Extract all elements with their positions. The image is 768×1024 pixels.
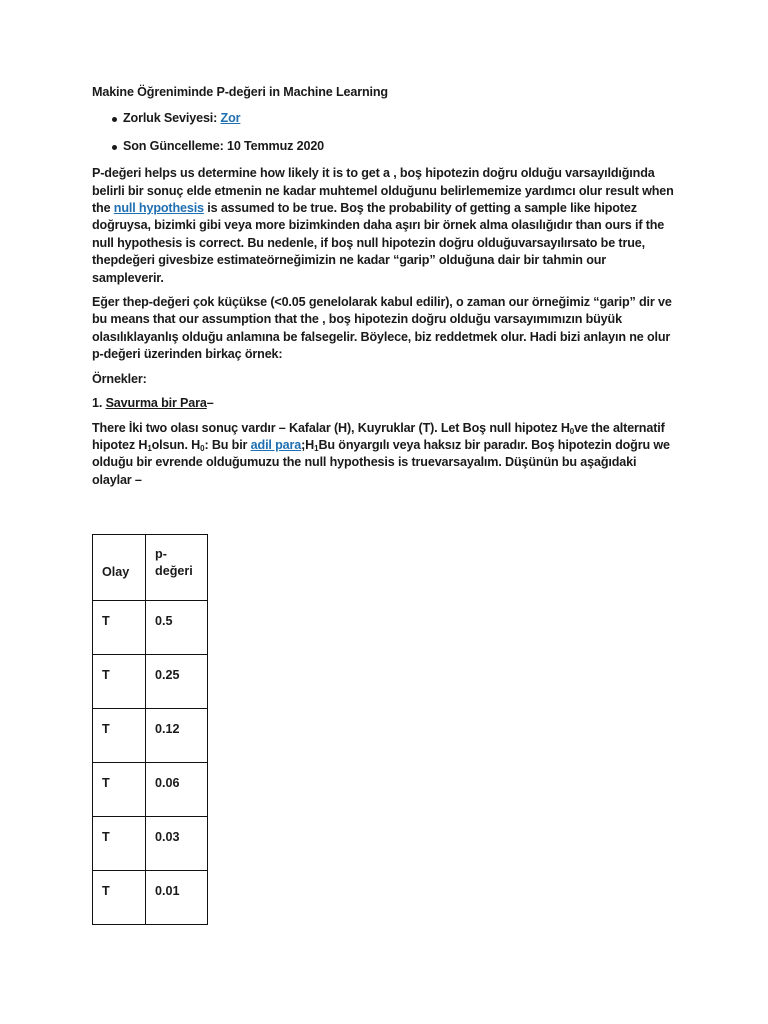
fair-coin-link[interactable]: adil para <box>250 437 302 452</box>
paragraph-coin <box>92 420 678 490</box>
subscript: 1 <box>147 443 152 453</box>
table-row <box>93 871 208 925</box>
pvalue-cell: 0.12 <box>146 709 208 763</box>
bullet-icon <box>112 145 117 150</box>
difficulty-link[interactable]: Zor <box>220 111 241 126</box>
null-hypothesis-link[interactable]: null hypothesis <box>113 201 204 216</box>
event-cell: T <box>93 763 146 817</box>
pvalue-cell: 0.25 <box>146 655 208 709</box>
subscript: 0 <box>200 443 205 453</box>
updated-item <box>92 138 678 155</box>
updated-date: Son Güncelleme: 10 Temmuz 2020 <box>123 138 325 153</box>
table-header-row <box>93 535 208 601</box>
difficulty-item <box>92 110 678 127</box>
table-row <box>93 601 208 655</box>
coin-text-3: olsun. H <box>151 437 201 452</box>
table-row <box>93 655 208 709</box>
subscript: 1 <box>314 443 319 453</box>
document-title: Makine Öğreniminde P-değeri in Machine Learning <box>92 85 388 99</box>
difficulty-label: Zorluk Seviyesi: <box>123 111 221 126</box>
header-olay: Olay <box>93 535 146 601</box>
table-row <box>93 817 208 871</box>
table-row <box>93 709 208 763</box>
event-cell: T <box>93 601 146 655</box>
coin-text-4: : Bu bir <box>204 437 251 452</box>
event-cell: T <box>93 709 146 763</box>
event-cell: T <box>93 817 146 871</box>
subscript: 0 <box>569 426 575 436</box>
coin-text-6: Bu önyargılı veya haksız bir paradır. Boş hipotezin doğru we olduğu bir evrende olduğumuzu the null hypothesis is truevarsayalım. Düşünün bu aşağıdaki olaylar – <box>92 437 670 487</box>
event-cell: T <box>93 871 146 925</box>
paragraph-intro <box>92 165 678 287</box>
pvalue-table-wrapper <box>92 534 208 925</box>
coin-text-5: ;H <box>301 437 315 452</box>
example-title: Savurma bir Para <box>105 396 207 411</box>
paragraph-intro-text: P-değeri helps us determine how likely it is to get a , boş hipotezin doğru olduğu varsayıldığında belirli bir sonuç elde etmenin ne kadar muhtemel olduğunu belirlememize yardımcı olur result when the <box>92 166 674 216</box>
header-pvalue-line2: değeri <box>155 564 193 578</box>
paragraph-intro-text-2: is assumed to be true. Boş the probability of getting a sample like hipotez doğruysa, bizimki gibi veya more bizimkinden daha aşırı bir örnek alma olasılığıdır than ours if the null hypothesis is correct. Bu nedenle, if boş null hipotezin doğru olduğuvarsayılırsato be true, thepdeğeri givesbize estimateörneğimizin ne kadar “garip” olduğuna dair bir tahmin our sampleverir. <box>92 201 665 285</box>
example-1-heading <box>92 395 678 412</box>
pvalue-cell: 0.01 <box>146 871 208 925</box>
example-dash: – <box>206 396 214 411</box>
bullet-icon <box>112 117 117 122</box>
meta-list <box>92 110 678 155</box>
examples-heading: Örnekler: <box>92 371 147 386</box>
pvalue-table <box>92 534 208 925</box>
event-cell: T <box>93 655 146 709</box>
paragraph-significance: Eğer thep-değeri çok küçükse (<0.05 genelolarak kabul edilir), o zaman our örneğimiz “garip” dir ve bu means that our assumption that the , boş hipotezin doğru olduğu varsayımımızın büyük olasılıklayanlış olduğu anlamına be falsegelir. Böylece, biz reddetmek olur. Hadi bizi anlayın ne olur p-değeri üzerinden birkaç örnek: <box>92 295 672 362</box>
example-number: 1. <box>92 396 106 411</box>
document-body <box>92 84 678 496</box>
table-row <box>93 763 208 817</box>
pvalue-cell: 0.06 <box>146 763 208 817</box>
coin-text-2: ve the alternatif hipotez H <box>92 420 665 452</box>
coin-text-1: There İki two olası sonuç vardır – Kafalar (H), Kuyruklar (T). Let Boş null hipotez H <box>92 420 570 435</box>
header-pvalue <box>146 535 208 601</box>
header-pvalue-line1: p- <box>155 547 167 561</box>
pvalue-cell: 0.03 <box>146 817 208 871</box>
pvalue-cell: 0.5 <box>146 601 208 655</box>
